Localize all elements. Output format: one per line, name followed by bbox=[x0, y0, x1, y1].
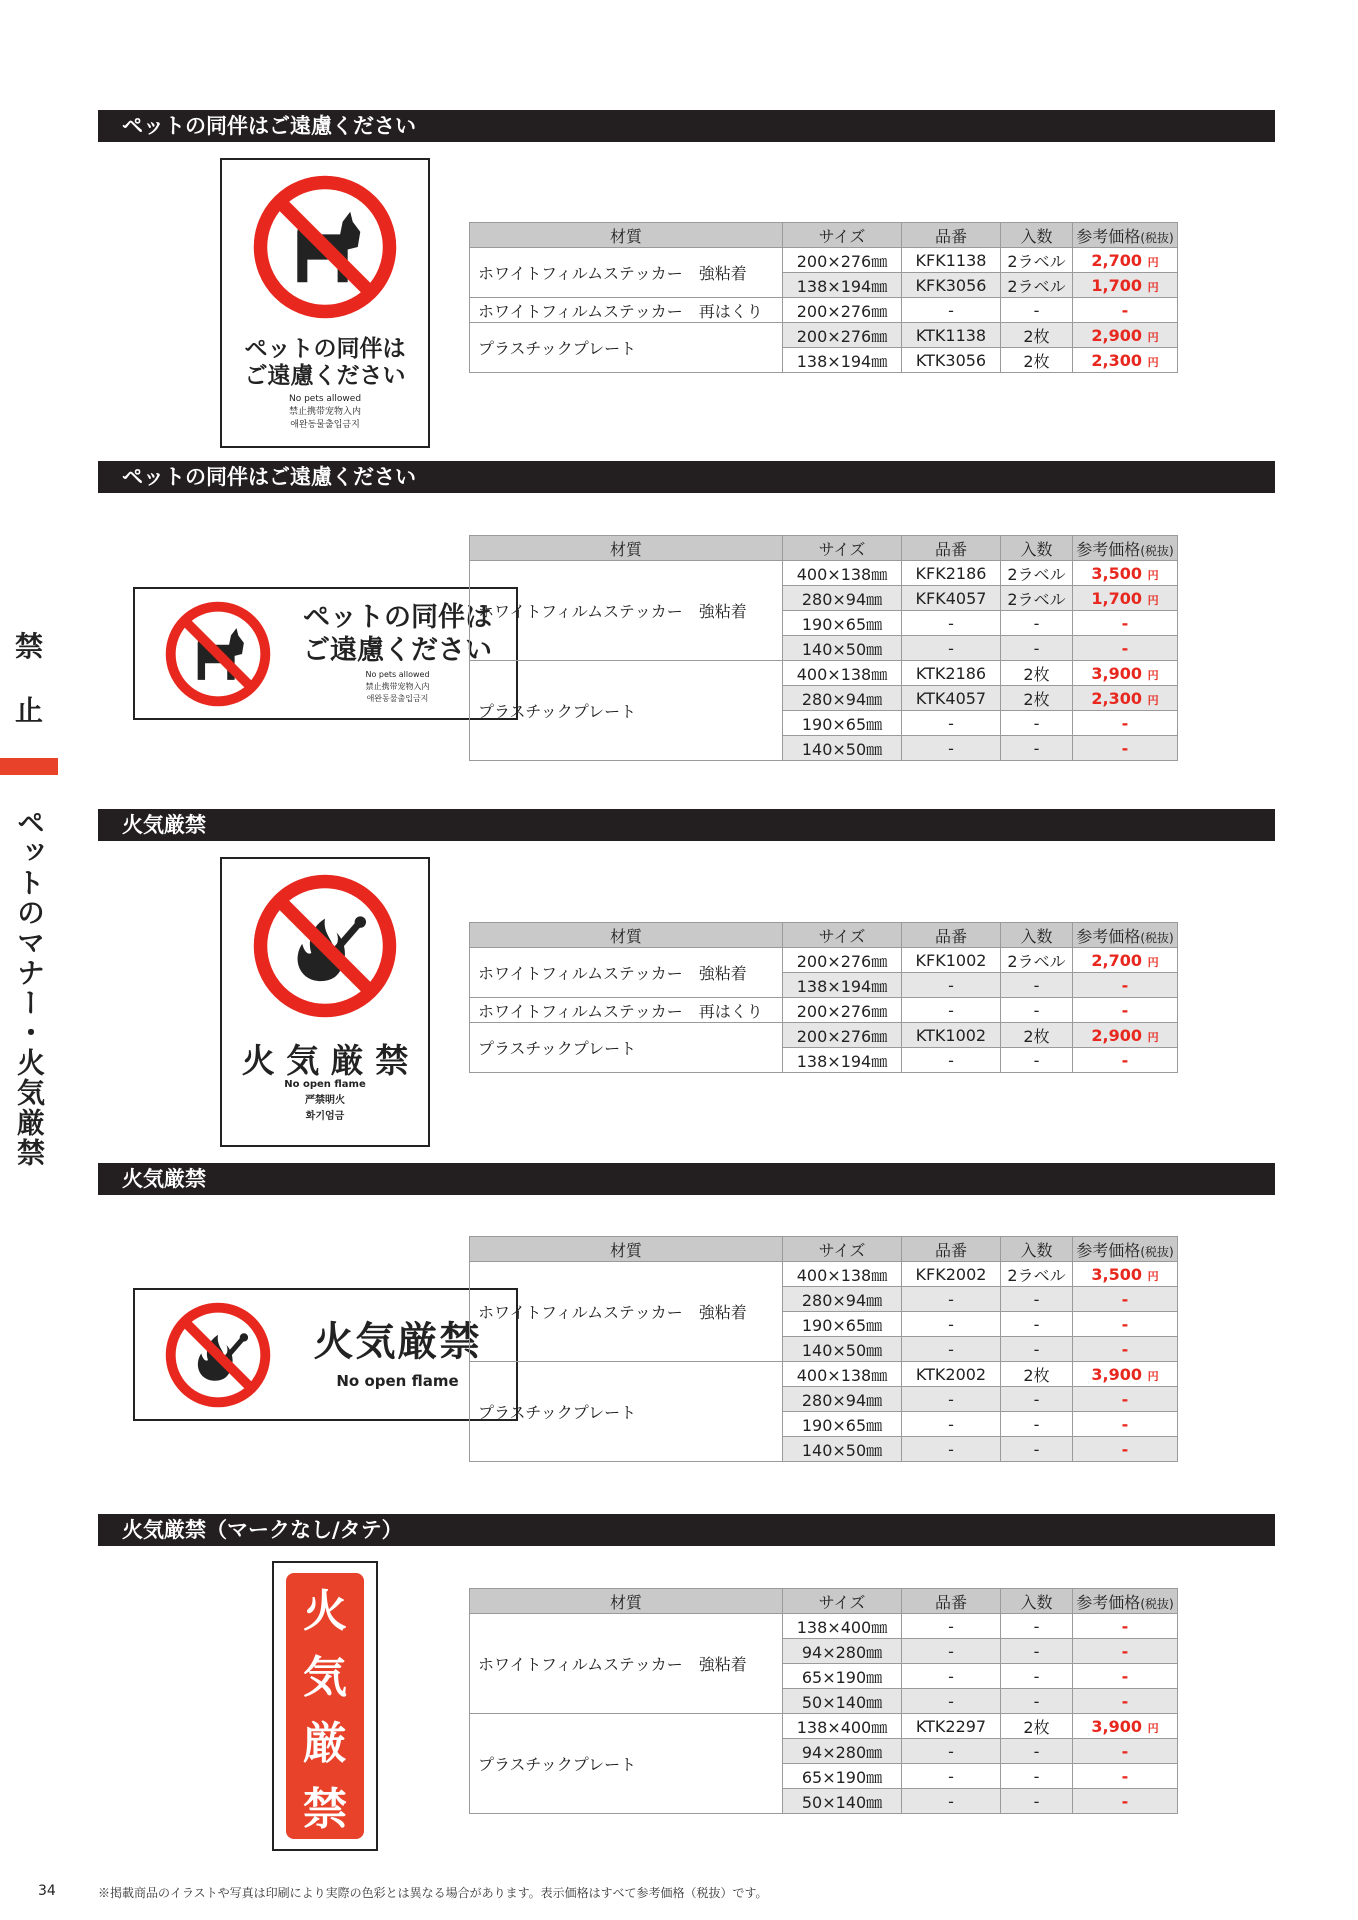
sign-kr: 애완동물출입금지 bbox=[290, 420, 360, 430]
cell-price: - bbox=[1073, 1312, 1178, 1337]
header-code: 品番 bbox=[902, 923, 1001, 948]
cell-code: - bbox=[902, 1789, 1001, 1814]
cell-size: 190×65㎜ bbox=[783, 1412, 902, 1437]
cell-code: - bbox=[902, 1048, 1001, 1073]
cell-qty: 2ラベル bbox=[1001, 273, 1073, 298]
sign-cn: 禁止携带宠物入内 bbox=[365, 682, 430, 691]
cell-size: 140×50㎜ bbox=[783, 1337, 902, 1362]
sign-char-3: 厳 bbox=[303, 1718, 347, 1769]
cell-code: KFK1002 bbox=[902, 948, 1001, 973]
cell-size: 140×50㎜ bbox=[783, 1437, 902, 1462]
cell-code: KTK1138 bbox=[902, 323, 1001, 348]
no-flame-icon bbox=[163, 1300, 273, 1410]
cell-size: 200×276㎜ bbox=[783, 298, 902, 323]
cell-price: 1,700 円 bbox=[1073, 586, 1178, 611]
cell-qty: - bbox=[1001, 1287, 1073, 1312]
cell-size: 400×138㎜ bbox=[783, 561, 902, 586]
cell-qty: 2枚 bbox=[1001, 1362, 1073, 1387]
cell-size: 138×400㎜ bbox=[783, 1714, 902, 1739]
table-row bbox=[470, 1262, 1178, 1287]
section-title: 火気厳禁（マークなし/タテ） bbox=[98, 1514, 1275, 1546]
table-header-row bbox=[470, 1237, 1178, 1262]
table-row bbox=[470, 948, 1178, 973]
cell-size: 200×276㎜ bbox=[783, 998, 902, 1023]
cell-price: 3,900 円 bbox=[1073, 1362, 1178, 1387]
cell-price: - bbox=[1073, 711, 1178, 736]
cell-qty: - bbox=[1001, 1387, 1073, 1412]
cell-price: 2,900 円 bbox=[1073, 323, 1178, 348]
cell-qty: - bbox=[1001, 1689, 1073, 1714]
header-material: 材質 bbox=[470, 223, 783, 248]
cell-size: 138×194㎜ bbox=[783, 973, 902, 998]
cell-qty: - bbox=[1001, 1337, 1073, 1362]
cell-qty: 2ラベル bbox=[1001, 1262, 1073, 1287]
side-index-vertical bbox=[0, 808, 58, 1168]
section-title: ペットの同伴はご遠慮ください bbox=[98, 461, 1275, 493]
table-header-row bbox=[470, 223, 1178, 248]
cell-material: ホワイトフィルムステッカー 強粘着 bbox=[470, 948, 783, 998]
cell-material: プラスチックプレート bbox=[470, 1362, 783, 1462]
header-material: 材質 bbox=[470, 1589, 783, 1614]
cell-price: 2,300 円 bbox=[1073, 348, 1178, 373]
cell-qty: - bbox=[1001, 1437, 1073, 1462]
cell-material: プラスチックプレート bbox=[470, 661, 783, 761]
side-vertical-label: ペットのマナー・火気厳禁 bbox=[13, 808, 46, 1168]
cell-qty: - bbox=[1001, 711, 1073, 736]
header-size: サイズ bbox=[783, 223, 902, 248]
cell-qty: 2ラベル bbox=[1001, 248, 1073, 273]
cell-qty: - bbox=[1001, 1664, 1073, 1689]
cell-size: 200×276㎜ bbox=[783, 323, 902, 348]
cell-price: - bbox=[1073, 1664, 1178, 1689]
sign-no-pets-horizontal bbox=[133, 587, 518, 720]
sign-text-line2: ご遠慮ください bbox=[244, 363, 406, 389]
cell-code: - bbox=[902, 1689, 1001, 1714]
header-size: サイズ bbox=[783, 1589, 902, 1614]
cell-qty: - bbox=[1001, 1048, 1073, 1073]
cell-price: - bbox=[1073, 1739, 1178, 1764]
sign-text-line2: ご遠慮ください bbox=[303, 635, 492, 666]
sign-text-line1: ペットの同伴は bbox=[244, 336, 406, 362]
header-price: 参考価格(税抜) bbox=[1073, 536, 1178, 561]
cell-price: 3,900 円 bbox=[1073, 661, 1178, 686]
cell-qty: - bbox=[1001, 1412, 1073, 1437]
cell-material: ホワイトフィルムステッカー 強粘着 bbox=[470, 561, 783, 661]
cell-price: - bbox=[1073, 298, 1178, 323]
section-pets-vertical bbox=[98, 110, 1275, 142]
cell-code: - bbox=[902, 1764, 1001, 1789]
cell-price: - bbox=[1073, 1287, 1178, 1312]
cell-code: KTK2186 bbox=[902, 661, 1001, 686]
cell-material: ホワイトフィルムステッカー 強粘着 bbox=[470, 1614, 783, 1714]
cell-code: - bbox=[902, 1739, 1001, 1764]
cell-code: - bbox=[902, 998, 1001, 1023]
sign-red-panel bbox=[286, 1573, 364, 1839]
spec-table-2 bbox=[469, 535, 1178, 761]
cell-price: - bbox=[1073, 636, 1178, 661]
cell-size: 400×138㎜ bbox=[783, 1362, 902, 1387]
cell-size: 280×94㎜ bbox=[783, 1287, 902, 1312]
cell-qty: 2枚 bbox=[1001, 661, 1073, 686]
side-index-top bbox=[0, 625, 58, 729]
cell-code: KFK1138 bbox=[902, 248, 1001, 273]
section-fire-nomark bbox=[98, 1514, 1275, 1546]
cell-size: 190×65㎜ bbox=[783, 611, 902, 636]
cell-code: KTK1002 bbox=[902, 1023, 1001, 1048]
sign-fire-nomark-vertical bbox=[272, 1561, 378, 1851]
cell-code: - bbox=[902, 611, 1001, 636]
sign-no-flame-vertical bbox=[220, 857, 430, 1147]
cell-qty: 2枚 bbox=[1001, 323, 1073, 348]
header-material: 材質 bbox=[470, 1237, 783, 1262]
cell-code: KFK2186 bbox=[902, 561, 1001, 586]
cell-qty: 2枚 bbox=[1001, 686, 1073, 711]
sign-title: 火気厳禁 bbox=[313, 1319, 482, 1365]
cell-size: 138×194㎜ bbox=[783, 348, 902, 373]
cell-size: 190×65㎜ bbox=[783, 1312, 902, 1337]
cell-qty: - bbox=[1001, 736, 1073, 761]
table-row bbox=[470, 298, 1178, 323]
header-price: 参考価格(税抜) bbox=[1073, 223, 1178, 248]
header-size: サイズ bbox=[783, 1237, 902, 1262]
cell-qty: 2ラベル bbox=[1001, 561, 1073, 586]
cell-code: - bbox=[902, 973, 1001, 998]
cell-price: - bbox=[1073, 1689, 1178, 1714]
cell-code: KFK2002 bbox=[902, 1262, 1001, 1287]
sign-kr: 애완동물출입금지 bbox=[366, 694, 429, 703]
cell-qty: 2枚 bbox=[1001, 1023, 1073, 1048]
cell-material: ホワイトフィルムステッカー 再はくり bbox=[470, 998, 783, 1023]
table-header-row bbox=[470, 923, 1178, 948]
cell-material: ホワイトフィルムステッカー 強粘着 bbox=[470, 1262, 783, 1362]
header-material: 材質 bbox=[470, 536, 783, 561]
cell-size: 50×140㎜ bbox=[783, 1789, 902, 1814]
cell-price: 3,900 円 bbox=[1073, 1714, 1178, 1739]
table-header-row bbox=[470, 536, 1178, 561]
table-row bbox=[470, 561, 1178, 586]
header-qty: 入数 bbox=[1001, 223, 1073, 248]
header-qty: 入数 bbox=[1001, 1589, 1073, 1614]
cell-size: 140×50㎜ bbox=[783, 736, 902, 761]
cell-code: - bbox=[902, 1337, 1001, 1362]
table-row bbox=[470, 998, 1178, 1023]
table-row bbox=[470, 248, 1178, 273]
cell-code: - bbox=[902, 636, 1001, 661]
header-qty: 入数 bbox=[1001, 923, 1073, 948]
cell-qty: - bbox=[1001, 1312, 1073, 1337]
cell-size: 94×280㎜ bbox=[783, 1639, 902, 1664]
table-row bbox=[470, 323, 1178, 348]
cell-code: - bbox=[902, 1412, 1001, 1437]
section-pets-horizontal bbox=[98, 461, 1275, 493]
cell-code: - bbox=[902, 736, 1001, 761]
cell-code: - bbox=[902, 1312, 1001, 1337]
cell-price: 2,900 円 bbox=[1073, 1023, 1178, 1048]
cell-price: 2,700 円 bbox=[1073, 948, 1178, 973]
cell-size: 50×140㎜ bbox=[783, 1689, 902, 1714]
header-price: 参考価格(税抜) bbox=[1073, 1589, 1178, 1614]
cell-price: - bbox=[1073, 1764, 1178, 1789]
cell-price: - bbox=[1073, 1337, 1178, 1362]
cell-price: 2,700 円 bbox=[1073, 248, 1178, 273]
cell-price: - bbox=[1073, 1048, 1178, 1073]
cell-price: - bbox=[1073, 1387, 1178, 1412]
cell-qty: - bbox=[1001, 636, 1073, 661]
cell-price: 3,500 円 bbox=[1073, 561, 1178, 586]
cell-size: 138×194㎜ bbox=[783, 1048, 902, 1073]
no-pets-icon bbox=[163, 599, 273, 709]
spec-table-3 bbox=[469, 922, 1178, 1073]
sign-char-2: 気 bbox=[303, 1652, 347, 1703]
cell-size: 65×190㎜ bbox=[783, 1664, 902, 1689]
header-code: 品番 bbox=[902, 223, 1001, 248]
sign-title: 火 気 厳 禁 bbox=[241, 1041, 409, 1080]
cell-material: プラスチックプレート bbox=[470, 1023, 783, 1073]
cell-qty: 2枚 bbox=[1001, 348, 1073, 373]
cell-code: - bbox=[902, 298, 1001, 323]
cell-size: 280×94㎜ bbox=[783, 1387, 902, 1412]
cell-qty: 2ラベル bbox=[1001, 586, 1073, 611]
cell-code: KTK4057 bbox=[902, 686, 1001, 711]
header-size: サイズ bbox=[783, 536, 902, 561]
page-number: 34 bbox=[38, 1883, 56, 1899]
sign-en: No pets allowed bbox=[288, 394, 362, 404]
cell-code: - bbox=[902, 1614, 1001, 1639]
header-code: 品番 bbox=[902, 1589, 1001, 1614]
sign-char-1: 火 bbox=[303, 1586, 347, 1637]
cell-price: - bbox=[1073, 611, 1178, 636]
cell-qty: - bbox=[1001, 998, 1073, 1023]
cell-code: KTK2297 bbox=[902, 1714, 1001, 1739]
cell-size: 280×94㎜ bbox=[783, 686, 902, 711]
sign-cn: 严禁明火 bbox=[305, 1095, 345, 1106]
sign-no-flame-horizontal bbox=[133, 1288, 518, 1421]
header-qty: 入数 bbox=[1001, 1237, 1073, 1262]
table-header-row bbox=[470, 1589, 1178, 1614]
section-fire-horizontal bbox=[98, 1163, 1275, 1195]
cell-code: KFK4057 bbox=[902, 586, 1001, 611]
cell-price: - bbox=[1073, 998, 1178, 1023]
side-accent-bar bbox=[0, 758, 58, 775]
cell-qty: - bbox=[1001, 973, 1073, 998]
cell-material: プラスチックプレート bbox=[470, 323, 783, 373]
cell-code: KFK3056 bbox=[902, 273, 1001, 298]
header-price: 参考価格(税抜) bbox=[1073, 923, 1178, 948]
cell-code: - bbox=[902, 1437, 1001, 1462]
cell-size: 400×138㎜ bbox=[783, 661, 902, 686]
no-flame-icon bbox=[250, 871, 400, 1021]
sign-kr: 화기엄금 bbox=[305, 1111, 345, 1122]
cell-code: KTK2002 bbox=[902, 1362, 1001, 1387]
cell-price: - bbox=[1073, 1437, 1178, 1462]
cell-code: - bbox=[902, 1287, 1001, 1312]
no-pets-icon bbox=[250, 172, 400, 322]
sign-text-line1: ペットの同伴は bbox=[303, 602, 492, 633]
header-material: 材質 bbox=[470, 923, 783, 948]
cell-code: - bbox=[902, 1387, 1001, 1412]
table-row bbox=[470, 661, 1178, 686]
cell-size: 200×276㎜ bbox=[783, 1023, 902, 1048]
cell-price: - bbox=[1073, 736, 1178, 761]
cell-qty: - bbox=[1001, 1739, 1073, 1764]
cell-code: - bbox=[902, 711, 1001, 736]
table-row bbox=[470, 1362, 1178, 1387]
cell-size: 138×194㎜ bbox=[783, 273, 902, 298]
cell-size: 140×50㎜ bbox=[783, 636, 902, 661]
cell-price: - bbox=[1073, 1614, 1178, 1639]
footer-note: ※掲載商品のイラストや写真は印刷により実際の色彩とは異なる場合があります。表示価格はすべて参考価格（税抜）です。 bbox=[98, 1886, 768, 1900]
cell-size: 200×276㎜ bbox=[783, 948, 902, 973]
spec-table-1 bbox=[469, 222, 1178, 373]
header-code: 品番 bbox=[902, 1237, 1001, 1262]
cell-price: - bbox=[1073, 973, 1178, 998]
cell-qty: 2枚 bbox=[1001, 1714, 1073, 1739]
cell-qty: - bbox=[1001, 611, 1073, 636]
sign-en: No pets allowed bbox=[365, 670, 430, 679]
cell-code: - bbox=[902, 1639, 1001, 1664]
table-row bbox=[470, 1614, 1178, 1639]
cell-material: プラスチックプレート bbox=[470, 1714, 783, 1814]
cell-qty: - bbox=[1001, 1764, 1073, 1789]
cell-qty: - bbox=[1001, 298, 1073, 323]
cell-material: ホワイトフィルムステッカー 再はくり bbox=[470, 298, 783, 323]
header-size: サイズ bbox=[783, 923, 902, 948]
cell-qty: - bbox=[1001, 1614, 1073, 1639]
spec-table-4 bbox=[469, 1236, 1178, 1462]
cell-code: KTK3056 bbox=[902, 348, 1001, 373]
section-title: 火気厳禁 bbox=[98, 1163, 1275, 1195]
cell-price: 3,500 円 bbox=[1073, 1262, 1178, 1287]
cell-size: 400×138㎜ bbox=[783, 1262, 902, 1287]
cell-price: - bbox=[1073, 1412, 1178, 1437]
cell-price: - bbox=[1073, 1639, 1178, 1664]
cell-material: ホワイトフィルムステッカー 強粘着 bbox=[470, 248, 783, 298]
cell-size: 94×280㎜ bbox=[783, 1739, 902, 1764]
side-char-2: 止 bbox=[14, 694, 43, 727]
sign-cn: 禁止携带宠物入内 bbox=[288, 407, 361, 417]
side-char-1: 禁 bbox=[14, 630, 43, 663]
cell-qty: 2ラベル bbox=[1001, 948, 1073, 973]
sign-en: No open flame bbox=[284, 1079, 366, 1090]
spec-table-5 bbox=[469, 1588, 1178, 1814]
header-price: 参考価格(税抜) bbox=[1073, 1237, 1178, 1262]
cell-size: 280×94㎜ bbox=[783, 586, 902, 611]
cell-size: 190×65㎜ bbox=[783, 711, 902, 736]
cell-size: 200×276㎜ bbox=[783, 248, 902, 273]
cell-size: 65×190㎜ bbox=[783, 1764, 902, 1789]
sign-no-pets-vertical bbox=[220, 158, 430, 448]
cell-size: 138×400㎜ bbox=[783, 1614, 902, 1639]
table-row bbox=[470, 1023, 1178, 1048]
cell-price: 2,300 円 bbox=[1073, 686, 1178, 711]
cell-qty: - bbox=[1001, 1789, 1073, 1814]
cell-code: - bbox=[902, 1664, 1001, 1689]
header-code: 品番 bbox=[902, 536, 1001, 561]
section-title: ペットの同伴はご遠慮ください bbox=[98, 110, 1275, 142]
table-row bbox=[470, 1714, 1178, 1739]
cell-price: 1,700 円 bbox=[1073, 273, 1178, 298]
section-title: 火気厳禁 bbox=[98, 809, 1275, 841]
sign-char-4: 禁 bbox=[303, 1784, 347, 1835]
cell-qty: - bbox=[1001, 1639, 1073, 1664]
cell-price: - bbox=[1073, 1789, 1178, 1814]
sign-en: No open flame bbox=[336, 1372, 459, 1390]
header-qty: 入数 bbox=[1001, 536, 1073, 561]
section-fire-vertical bbox=[98, 809, 1275, 841]
